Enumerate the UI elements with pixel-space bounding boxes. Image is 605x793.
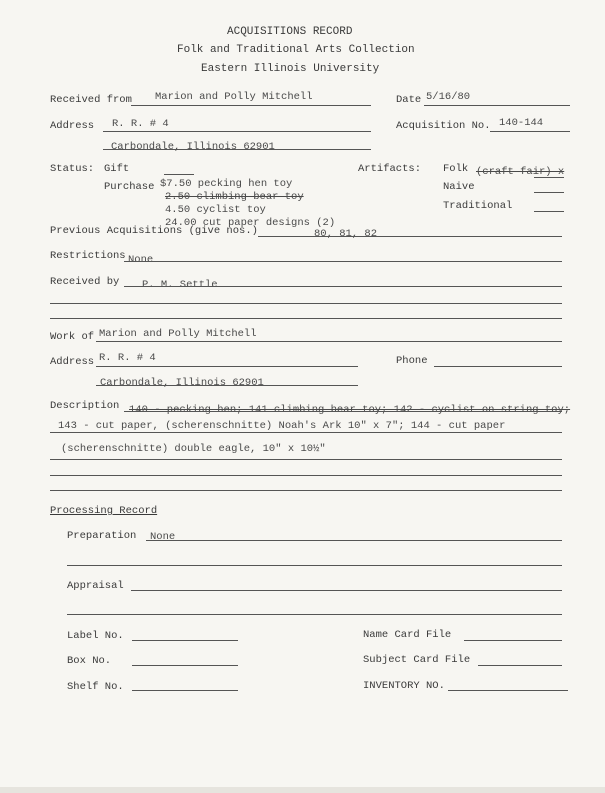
preparation-value: None [150, 531, 176, 543]
form-title: ACQUISITIONS RECORD [227, 26, 353, 38]
previous-acquisitions-line [258, 236, 562, 237]
processing-record-title: Processing Record [50, 505, 158, 517]
address-line2: Carbondale, Illinois 62901 [111, 141, 275, 153]
shelf-no-label: Shelf No. [67, 681, 124, 693]
name-card-file-label: Name Card File [363, 629, 452, 641]
description-line1-text: 140 - pecking hen; 141 climbing bear toy; 142 - cyclist on string toy; [129, 404, 571, 416]
inventory-no-line [448, 690, 568, 691]
appraisal-line-2 [67, 614, 562, 615]
preparation-label: Preparation [67, 530, 137, 542]
description-rule-5 [50, 490, 562, 491]
address-label: Address [50, 120, 95, 132]
purchase-item-2 [165, 191, 304, 203]
purchase-item-2-text: 2.50 climbing bear toy [165, 191, 304, 203]
naive-line [534, 192, 564, 193]
name-card-file-line [464, 640, 562, 641]
folk-note-text: (craft fair) x [476, 166, 565, 178]
gift-label: Gift [104, 163, 130, 175]
received-from-value: Marion and Polly Mitchell [155, 91, 313, 103]
traditional-label: Traditional [443, 200, 513, 212]
address-line2-rule [103, 149, 371, 150]
received-by-line [124, 286, 562, 287]
description-line3: (scherenschnitte) double eagle, 10" x 10½" [61, 443, 326, 455]
description-rule-1 [124, 411, 562, 412]
box-no-label: Box No. [67, 655, 112, 667]
date-line [424, 105, 570, 106]
acquisition-no-line [490, 131, 570, 132]
description-line2: 143 - cut paper, (scherenschnitte) Noah's Ark 10" x 7"; 144 - cut paper [58, 420, 506, 432]
restrictions-value: None [128, 254, 154, 266]
received-from-label: Received from [50, 94, 132, 106]
description-rule-2 [50, 432, 562, 433]
acquisition-no-label: Acquisition No. [396, 120, 491, 132]
description-rule-3 [50, 459, 562, 460]
received-from-line [131, 105, 371, 106]
work-of-line [96, 341, 562, 342]
artifacts-label: Artifacts: [358, 163, 422, 175]
status-label: Status: [50, 163, 95, 175]
address-line1: R. R. # 4 [112, 118, 169, 130]
blank-line-1 [50, 303, 562, 304]
description-line1 [129, 404, 570, 416]
phone-line [434, 366, 562, 367]
work-address-line1-rule [96, 366, 358, 367]
work-address-label: Address [50, 356, 95, 368]
restrictions-line [124, 261, 562, 262]
work-address-line1: R. R. # 4 [99, 352, 156, 364]
form-institution: Eastern Illinois University [201, 63, 380, 75]
phone-label: Phone [396, 355, 428, 367]
subject-card-file-label: Subject Card File [363, 654, 471, 666]
work-address-line2-rule [96, 385, 358, 386]
traditional-line [534, 211, 564, 212]
description-rule-4 [50, 475, 562, 476]
restrictions-label: Restrictions [50, 250, 126, 262]
purchase-item-1: $7.50 pecking hen toy [160, 178, 293, 190]
appraisal-line [131, 590, 562, 591]
preparation-line [146, 540, 562, 541]
acquisition-no-value: 140-144 [499, 117, 544, 129]
received-by-label: Received by [50, 276, 120, 288]
work-address-line2: Carbondale, Illinois 62901 [100, 377, 264, 389]
date-value: 5/16/80 [426, 91, 471, 103]
previous-acquisitions-label: Previous Acquisitions (give nos.) [50, 225, 258, 237]
previous-acquisitions-value: 80, 81, 82 [314, 228, 378, 240]
work-of-label: Work of [50, 331, 95, 343]
preparation-line-2 [67, 565, 562, 566]
box-no-line [132, 665, 238, 666]
purchase-label: Purchase [104, 181, 155, 193]
purchase-item-4: 24.00 cut paper designs (2) [165, 217, 336, 229]
work-of-value: Marion and Polly Mitchell [99, 328, 257, 340]
page-bottom-edge [0, 787, 605, 793]
label-no-label: Label No. [67, 630, 124, 642]
naive-label: Naive [443, 181, 475, 193]
inventory-no-label: INVENTORY NO. [363, 680, 445, 692]
appraisal-label: Appraisal [67, 580, 124, 592]
blank-line-2 [50, 318, 562, 319]
purchase-item-3: 4.50 cyclist toy [165, 204, 266, 216]
label-no-line [132, 640, 238, 641]
date-label: Date [396, 94, 422, 106]
folk-label: Folk [443, 163, 469, 175]
form-subtitle: Folk and Traditional Arts Collection [177, 44, 415, 56]
address-line1-rule [103, 131, 371, 132]
folk-line [534, 177, 564, 178]
subject-card-file-line [478, 665, 562, 666]
gift-line [164, 174, 194, 175]
received-by-value: P. M. Settle [142, 279, 218, 291]
description-label: Description [50, 400, 120, 412]
shelf-no-line [132, 690, 238, 691]
